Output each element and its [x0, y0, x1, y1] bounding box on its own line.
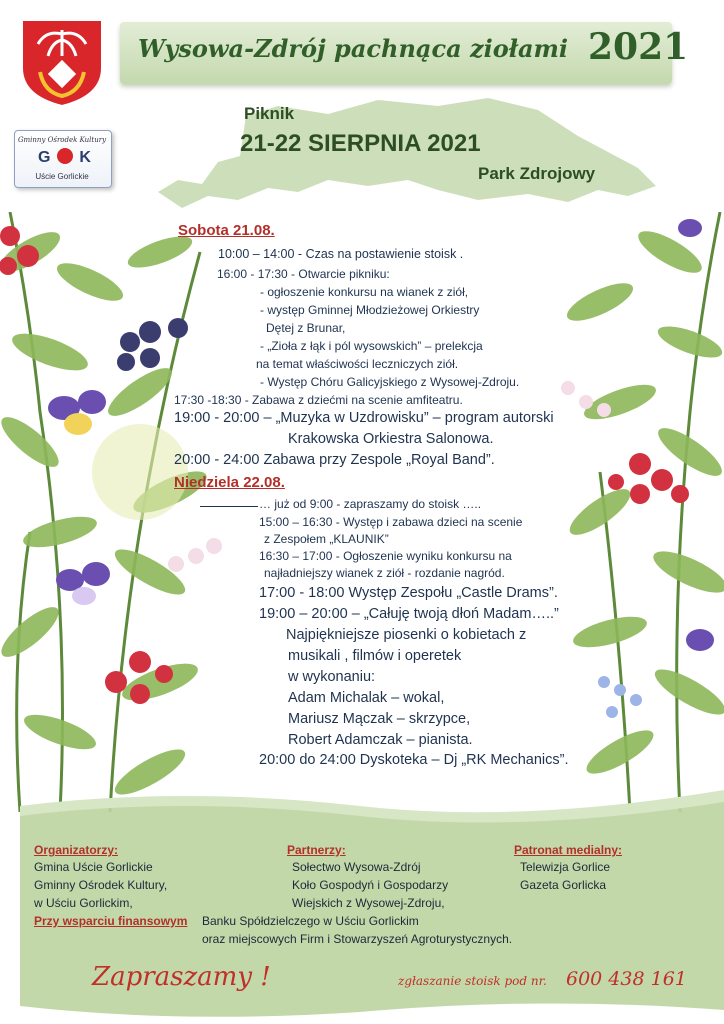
- organizers-heading: Organizatorzy:: [34, 843, 119, 857]
- support-heading: Przy wsparciu finansowym: [34, 914, 188, 928]
- left-herb-illustration: [0, 212, 240, 812]
- event-venue: Park Zdrojowy: [478, 164, 596, 183]
- program-line: - Występ Chóru Galicyjskiego z Wysowej-Zdroju.: [260, 375, 520, 389]
- support-line: oraz miejscowych Firm i Stowarzyszeń Agroturystycznych.: [202, 932, 513, 946]
- saturday-heading: Sobota 21.08.: [178, 222, 275, 239]
- partner-item: Sołectwo Wysowa-Zdrój: [292, 860, 421, 874]
- organizer-item: Gmina Uście Gorlickie: [34, 860, 153, 874]
- program-line: z Zespołem „KLAUNIK”: [264, 532, 389, 546]
- program-line: 10:00 – 14:00 - Czas na postawienie stoisk .: [218, 247, 464, 261]
- organizer-item: Gminny Ośrodek Kultury,: [34, 878, 168, 892]
- program-line: 16:30 – 17:00 - Ogłoszenie wyniku konkursu na: [259, 549, 512, 563]
- program-line: - występ Gminnej Młodzieżowej Orkiestry: [260, 303, 480, 317]
- page-title: Wysowa-Zdrój pachnąca ziołami: [138, 34, 569, 63]
- program-line: Robert Adamczak – pianista.: [288, 732, 473, 748]
- gok-location: Uście Gorlickie: [35, 172, 89, 181]
- program-line: Mariusz Mączak – skrzypce,: [288, 711, 471, 727]
- gok-name: Gminny Ośrodek Kultury: [17, 136, 107, 144]
- coat-of-arms-logo: [16, 16, 108, 108]
- media-heading: Patronat medialny:: [514, 843, 623, 857]
- gok-letter-k: K: [79, 149, 91, 166]
- media-item: Telewizja Gorlice: [520, 860, 611, 874]
- program-line: 17:00 - 18:00 Występ Zespołu „Castle Drams”.: [259, 585, 558, 601]
- program-line: Dętej z Brunar,: [266, 321, 346, 335]
- program-line: Adam Michalak – wokal,: [288, 690, 445, 706]
- underline-divider: [200, 506, 258, 507]
- event-label: Piknik: [244, 104, 295, 123]
- sunday-heading: Niedziela 22.08.: [174, 474, 285, 491]
- program-line: 15:00 – 16:30 - Występ i zabawa dzieci na scenie: [259, 515, 523, 529]
- program-line: 20:00 - 24:00 Zabawa przy Zespole „Royal Band”.: [174, 452, 495, 468]
- program-line: 19:00 - 20:00 – „Muzyka w Uzdrowisku” – program autorski: [174, 410, 554, 426]
- organizer-item: w Uściu Gorlickim,: [34, 896, 133, 910]
- program-line: najładniejszy wianek z ziół - rozdanie nagród.: [264, 566, 505, 580]
- partners-heading: Partnerzy:: [287, 843, 346, 857]
- program-line: … już od 9:00 - zapraszamy do stoisk …..: [259, 497, 482, 511]
- event-dates: 21-22 SIERPNIA 2021: [240, 130, 481, 157]
- program-line: 20:00 do 24:00 Dyskoteka – Dj „RK Mechanics”.: [259, 752, 569, 768]
- program-line: Najpiękniejsze piosenki o kobietach z: [286, 627, 527, 643]
- phone-number: 600 438 161: [566, 968, 687, 990]
- program-line: 19:00 – 20:00 – „Całuję twoją dłoń Madam…..”: [259, 606, 559, 622]
- right-herb-illustration: [540, 212, 724, 812]
- program-line: - ogłoszenie konkursu na wianek z ziół,: [260, 285, 469, 299]
- support-line: Banku Spółdzielczego w Uściu Gorlickim: [202, 914, 419, 928]
- gok-letters: [38, 148, 91, 167]
- gok-letter-g: G: [38, 149, 51, 166]
- title-year: 2021: [588, 26, 689, 68]
- program-line: 17:30 -18:30 - Zabawa z dziećmi na scenie amfiteatru.: [174, 393, 463, 407]
- program-line: musikali , filmów i operetek: [288, 648, 462, 664]
- program-line: w wykonaniu:: [288, 669, 376, 685]
- gok-o-icon: [57, 148, 73, 164]
- invitation-text: Zapraszamy !: [92, 962, 271, 992]
- partner-item: Wiejskich z Wysowej-Zdroju,: [292, 896, 445, 910]
- program-line: na temat właściwości leczniczych ziół.: [256, 357, 459, 371]
- media-item: Gazeta Gorlicka: [520, 878, 607, 892]
- stands-note: zgłaszanie stoisk pod nr.: [398, 974, 547, 988]
- program-line: 16:00 - 17:30 - Otwarcie pikniku:: [217, 267, 390, 281]
- partner-item: Koło Gospodyń i Gospodarzy: [292, 878, 449, 892]
- program-line: - „Zioła z łąk i pól wysowskich” – prelekcja: [260, 339, 483, 353]
- program-line: Krakowska Orkiestra Salonowa.: [288, 431, 494, 447]
